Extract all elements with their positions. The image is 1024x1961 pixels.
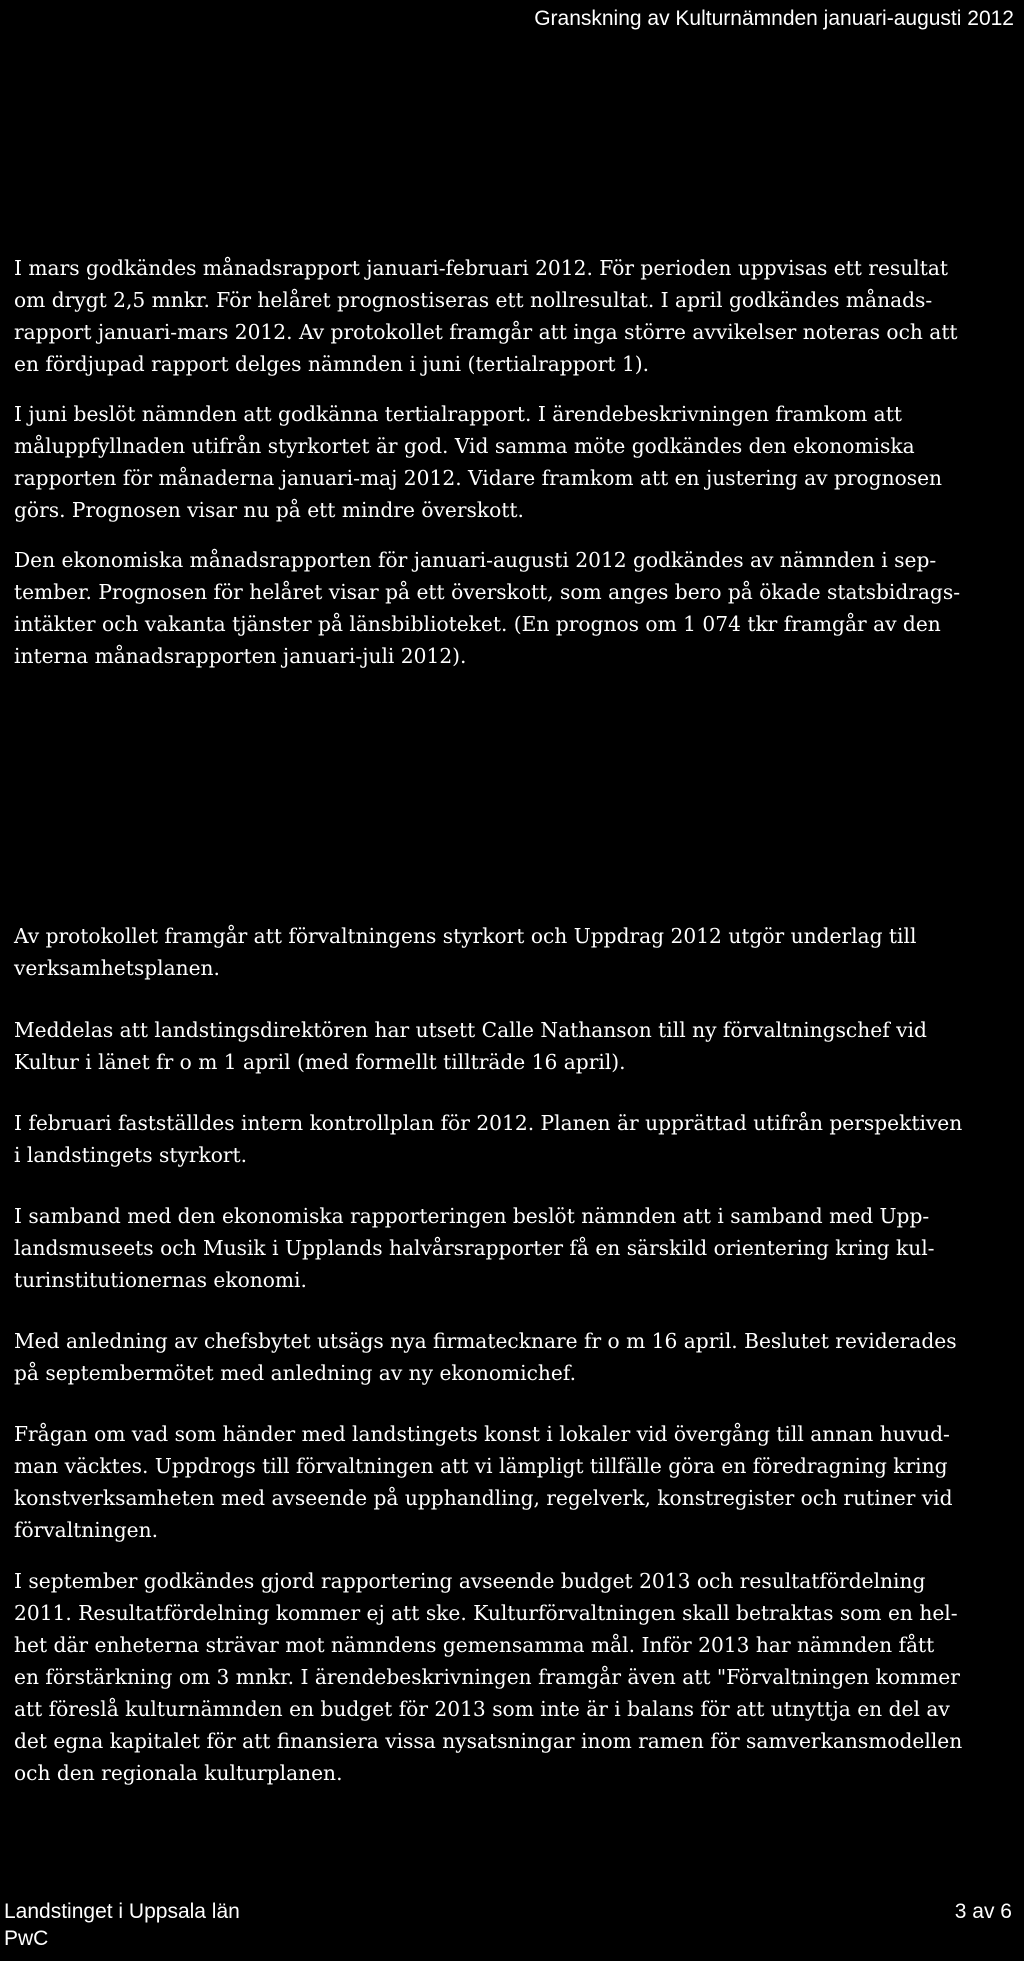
text-line: på septembermötet med anledning av ny ekonomichef. bbox=[14, 1361, 576, 1385]
text-line: om drygt 2,5 mnkr. För helåret prognostiseras ett nollresultat. I april godkändes månads- bbox=[14, 288, 933, 312]
text-line: rapporten för månaderna januari-maj 2012. Vidare framkom att en justering av prognosen bbox=[14, 466, 943, 490]
text-line: interna månadsrapporten januari-juli 2012). bbox=[14, 644, 467, 668]
text-line: I juni beslöt nämnden att godkänna tertialrapport. I ärendebeskrivningen framkom att bbox=[14, 402, 902, 426]
paragraph-new-manager bbox=[14, 1014, 1018, 1078]
page-header-title: Granskning av Kulturnämnden januari-augusti 2012 bbox=[534, 7, 1014, 30]
text-line: Med anledning av chefsbytet utsägs nya firmatecknare fr o m 16 april. Beslutet reviderades bbox=[14, 1329, 957, 1353]
text-line: det egna kapitalet för att finansiera vissa nysatsningar inom ramen för samverkansmodellen bbox=[14, 1729, 963, 1753]
paragraph-art-collection bbox=[14, 1418, 1018, 1546]
text-line: verksamhetsplanen. bbox=[14, 956, 220, 980]
text-line: I september godkändes gjord rapportering avseende budget 2013 och resultatfördelning bbox=[14, 1569, 926, 1593]
text-line: en förstärkning om 3 mnkr. I ärendebeskrivningen framgår även att "Förvaltningen kommer bbox=[14, 1665, 960, 1689]
text-line: och den regionala kulturplanen. bbox=[14, 1761, 343, 1785]
footer-organization-block bbox=[4, 1898, 240, 1952]
paragraph-signatories bbox=[14, 1325, 1018, 1389]
text-line: man väcktes. Uppdrogs till förvaltningen att vi lämpligt tillfälle göra en föredragning kring bbox=[14, 1454, 948, 1478]
paragraph-monthly-reports bbox=[14, 252, 1018, 380]
text-line: Kultur i länet fr o m 1 april (med formellt tillträde 16 april). bbox=[14, 1050, 626, 1074]
paragraph-control-plan bbox=[14, 1107, 1018, 1171]
text-line: Den ekonomiska månadsrapporten för januari-augusti 2012 godkändes av nämnden i sep- bbox=[14, 548, 937, 572]
text-line: I samband med den ekonomiska rapporteringen beslöt nämnden att i samband med Upp- bbox=[14, 1204, 930, 1228]
text-line: I mars godkändes månadsrapport januari-februari 2012. För perioden uppvisas ett resultat bbox=[14, 256, 948, 280]
footer-organization: Landstinget i Uppsala län bbox=[4, 1900, 240, 1923]
text-line: att föreslå kulturnämnden en budget för 2013 som inte är i balans för att utnyttja en del av bbox=[14, 1697, 950, 1721]
paragraph-economic-report bbox=[14, 544, 1018, 672]
text-line: Frågan om vad som händer med landstingets konst i lokaler vid övergång till annan huvud- bbox=[14, 1422, 950, 1446]
page-number: 3 av 6 bbox=[954, 1900, 1012, 1923]
paragraph-half-year-reports bbox=[14, 1200, 1018, 1296]
text-line: görs. Prognosen visar nu på ett mindre överskott. bbox=[14, 498, 524, 522]
text-line: 2011. Resultatfördelning kommer ej att ske. Kulturförvaltningen skall betraktas som en hel- bbox=[14, 1601, 958, 1625]
text-line: konstverksamheten med avseende på upphandling, regelverk, konstregister och rutiner vid bbox=[14, 1486, 953, 1510]
text-line: Meddelas att landstingsdirektören har utsett Calle Nathanson till ny förvaltningschef vid bbox=[14, 1018, 927, 1042]
text-line: måluppfyllnaden utifrån styrkortet är god. Vid samma möte godkändes den ekonomiska bbox=[14, 434, 915, 458]
text-line: intäkter och vakanta tjänster på länsbiblioteket. (En prognos om 1 074 tkr framgår av den bbox=[14, 612, 941, 636]
text-line: Av protokollet framgår att förvaltningens styrkort och Uppdrag 2012 utgör underlag till bbox=[14, 924, 917, 948]
paragraph-budget-2013 bbox=[14, 1565, 1018, 1789]
paragraph-scorecard bbox=[14, 920, 1018, 984]
text-line: landsmuseets och Musik i Upplands halvårsrapporter få en särskild orientering kring kul- bbox=[14, 1236, 935, 1260]
text-line: turinstitutionernas ekonomi. bbox=[14, 1268, 307, 1292]
paragraph-tertial-report bbox=[14, 398, 1018, 526]
text-line: tember. Prognosen för helåret visar på ett överskott, som anges bero på ökade statsbidrags- bbox=[14, 580, 961, 604]
text-line: rapport januari-mars 2012. Av protokollet framgår att inga större avvikelser noteras och att bbox=[14, 320, 958, 344]
text-line: i landstingets styrkort. bbox=[14, 1143, 248, 1167]
text-line: förvaltningen. bbox=[14, 1518, 159, 1542]
text-line: en fördjupad rapport delges nämnden i juni (tertialrapport 1). bbox=[14, 352, 650, 376]
text-line: I februari fastställdes intern kontrollplan för 2012. Planen är upprättad utifrån perspektiven bbox=[14, 1111, 963, 1135]
footer-firm: PwC bbox=[4, 1927, 49, 1950]
text-line: het där enheterna strävar mot nämndens gemensamma mål. Inför 2013 har nämnden fått bbox=[14, 1633, 935, 1657]
